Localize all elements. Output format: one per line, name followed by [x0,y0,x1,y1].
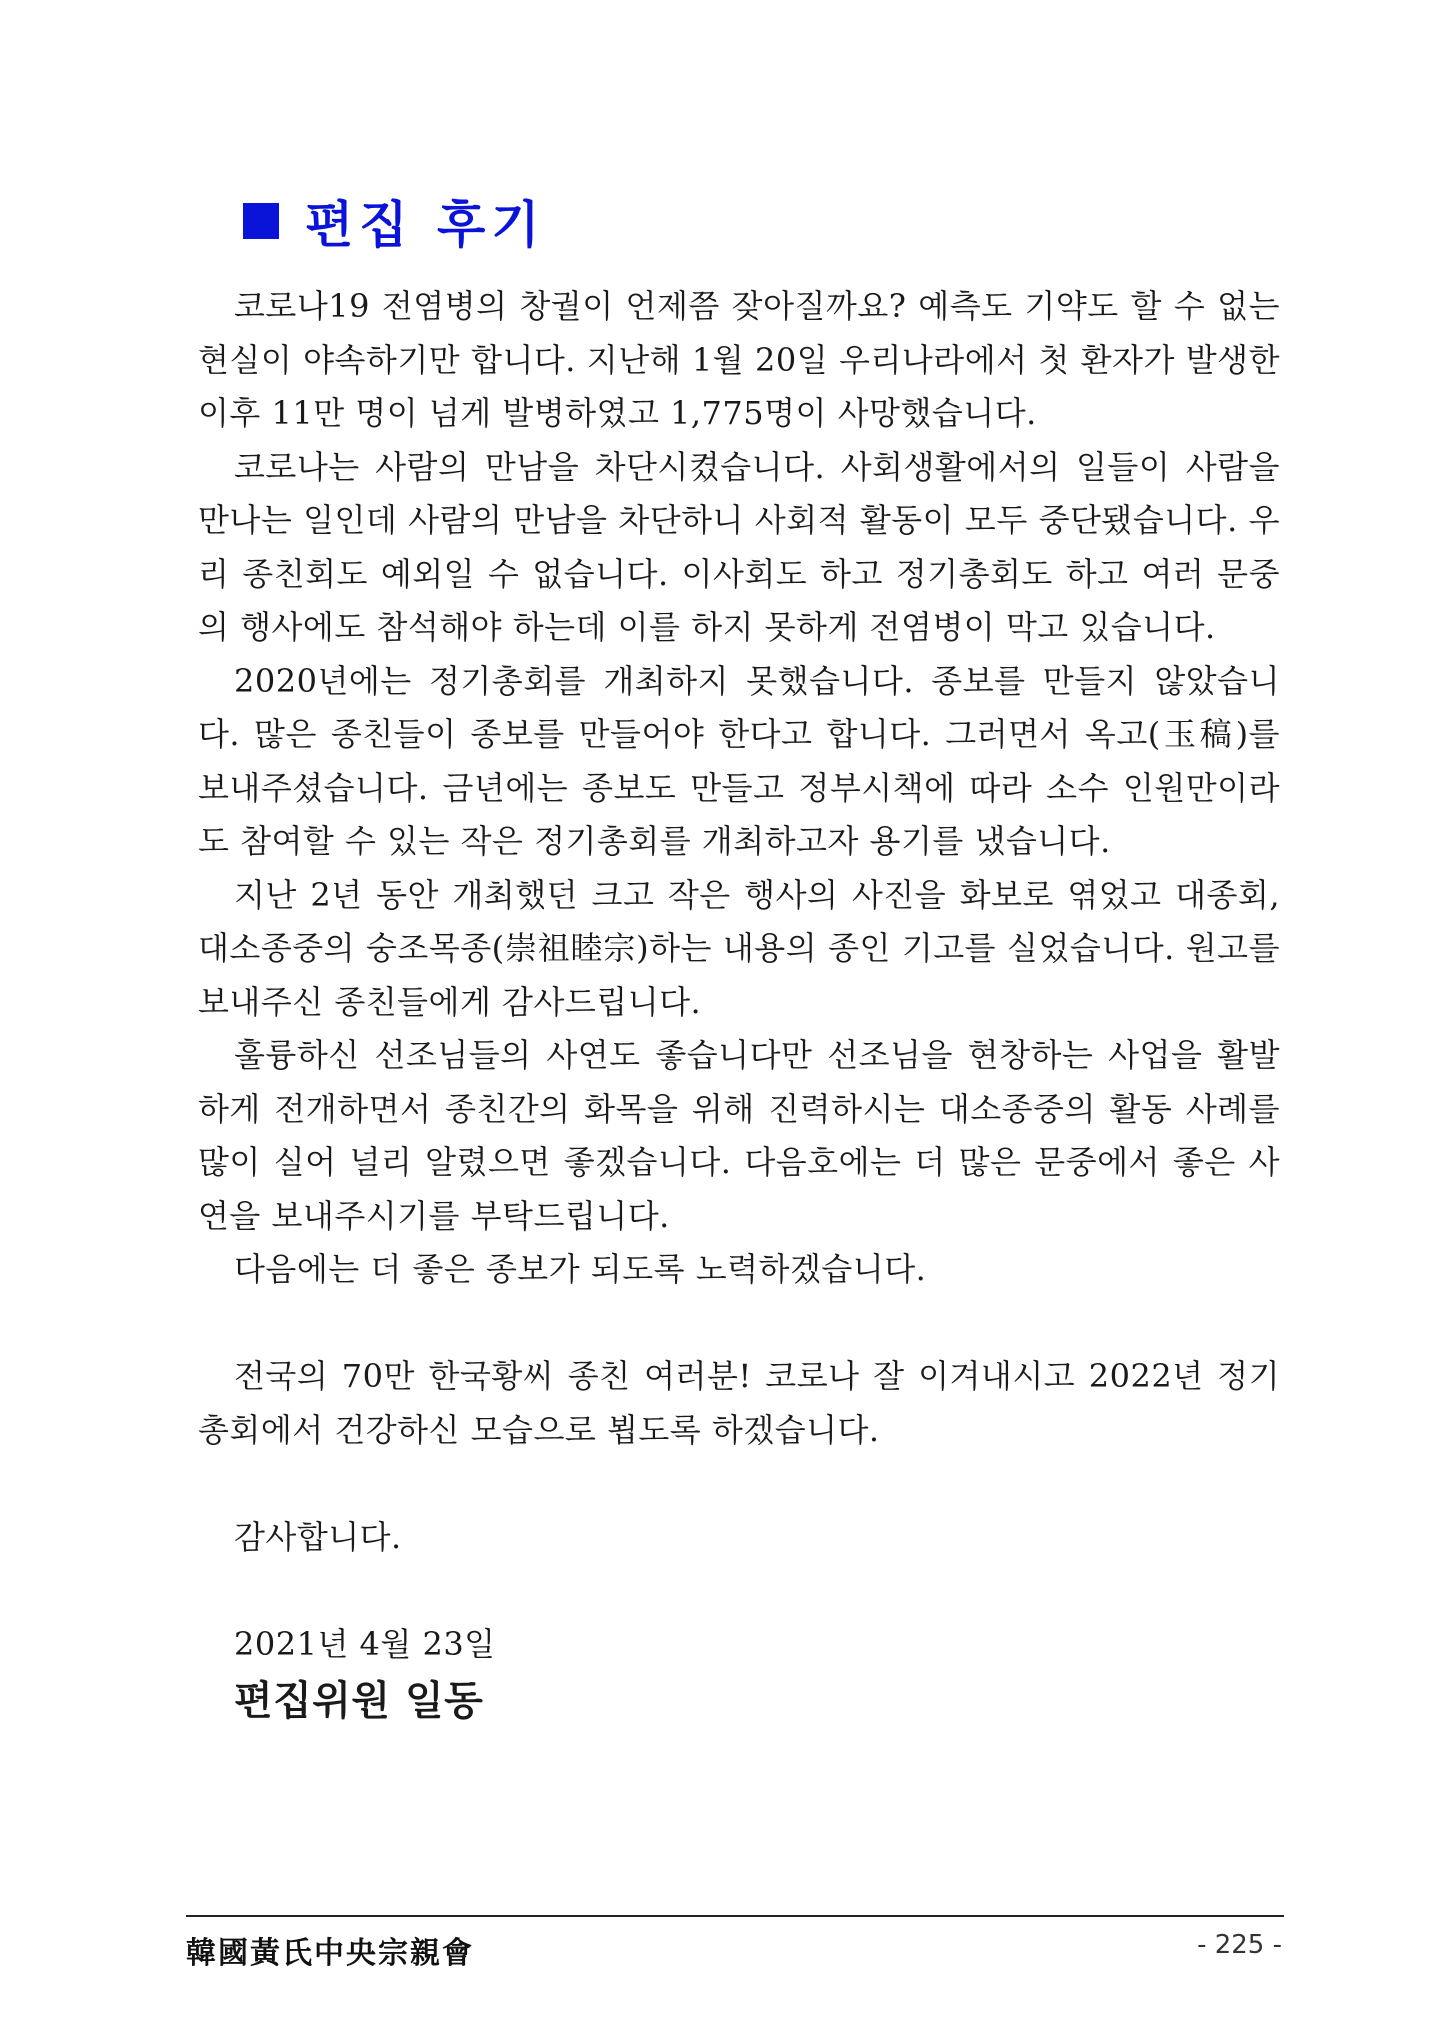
spacer [198,1564,1280,1618]
signature: 편집위원 일동 [234,1678,484,1724]
paragraph-6: 다음에는 더 좋은 종보가 되도록 노력하겠습니다. [234,1250,927,1288]
footer-organization: 韓國黃氏中央宗親會 [186,1936,474,1971]
paragraph-1: 코로나19 전염병의 창궐이 언제쯤 잦아질까요? 예측도 기약도 할 수 없는 현실이 야속하기만 합니다. 지난해 1월 20일 우리나라에서 첫 환자가 발생한 이후 11만 명이 넘게 발병하였고 1,775명이 사망했습니다. [198,287,1280,432]
page-title: 편집 후기 [305,196,546,254]
footer-divider [186,1915,1284,1917]
appeal-paragraph: 전국의 70만 한국황씨 종친 여러분! 코로나 잘 이겨내시고 2022년 정기총회에서 건강하신 모습으로 뵙도록 하겠습니다. [198,1357,1280,1449]
paragraph-5: 훌륭하신 선조님들의 사연도 좋습니다만 선조님을 현창하는 사업을 활발하게 전개하면서 종친간의 화목을 위해 진력하시는 대소종중의 활동 사례를 많이 실어 널리 알렸으면 좋겠습니다. 다음호에는 더 많은 문중에서 좋은 사연을 보내주시기를 부탁드립니다. [198,1036,1280,1235]
section-heading [243,186,546,256]
paragraph-3: 2020년에는 정기총회를 개최하지 못했습니다. 종보를 만들지 않았습니다. 많은 종친들이 종보를 만들어야 한다고 합니다. 그러면서 옥고(玉稿)를 보내주셨습니다. 금년에는 종보도 만들고 정부시책에 따라 소수 인원만이라도 참여할 수 있는 작은 정기총회를 개최하고자 용기를 냈습니다. [198,661,1280,860]
thanks-line: 감사합니다. [234,1517,402,1556]
square-bullet-icon [243,203,279,239]
spacer [198,1457,1280,1511]
article-body [198,280,1280,1731]
spacer [198,1297,1280,1351]
paragraph-4: 지난 2년 동안 개최했던 크고 작은 행사의 사진을 화보로 엮었고 대종회, 대소종중의 숭조목종(崇祖睦宗)하는 내용의 종인 기고를 실었습니다. 원고를 보내주신 종친들에게 감사드립니다. [198,875,1280,1021]
paragraph-2: 코로나는 사람의 만남을 차단시켰습니다. 사회생활에서의 일들이 사람을 만나는 일인데 사람의 만남을 차단하니 사회적 활동이 모두 중단됐습니다. 우리 종친회도 예외일 수 없습니다. 이사회도 하고 정기총회도 하고 여러 문중의 행사에도 참석해야 하는데 이를 하지 못하게 전염병이 막고 있습니다. [198,447,1280,646]
date-line: 2021년 4월 23일 [234,1624,496,1663]
page-number: - 225 - [1197,1930,1282,1960]
